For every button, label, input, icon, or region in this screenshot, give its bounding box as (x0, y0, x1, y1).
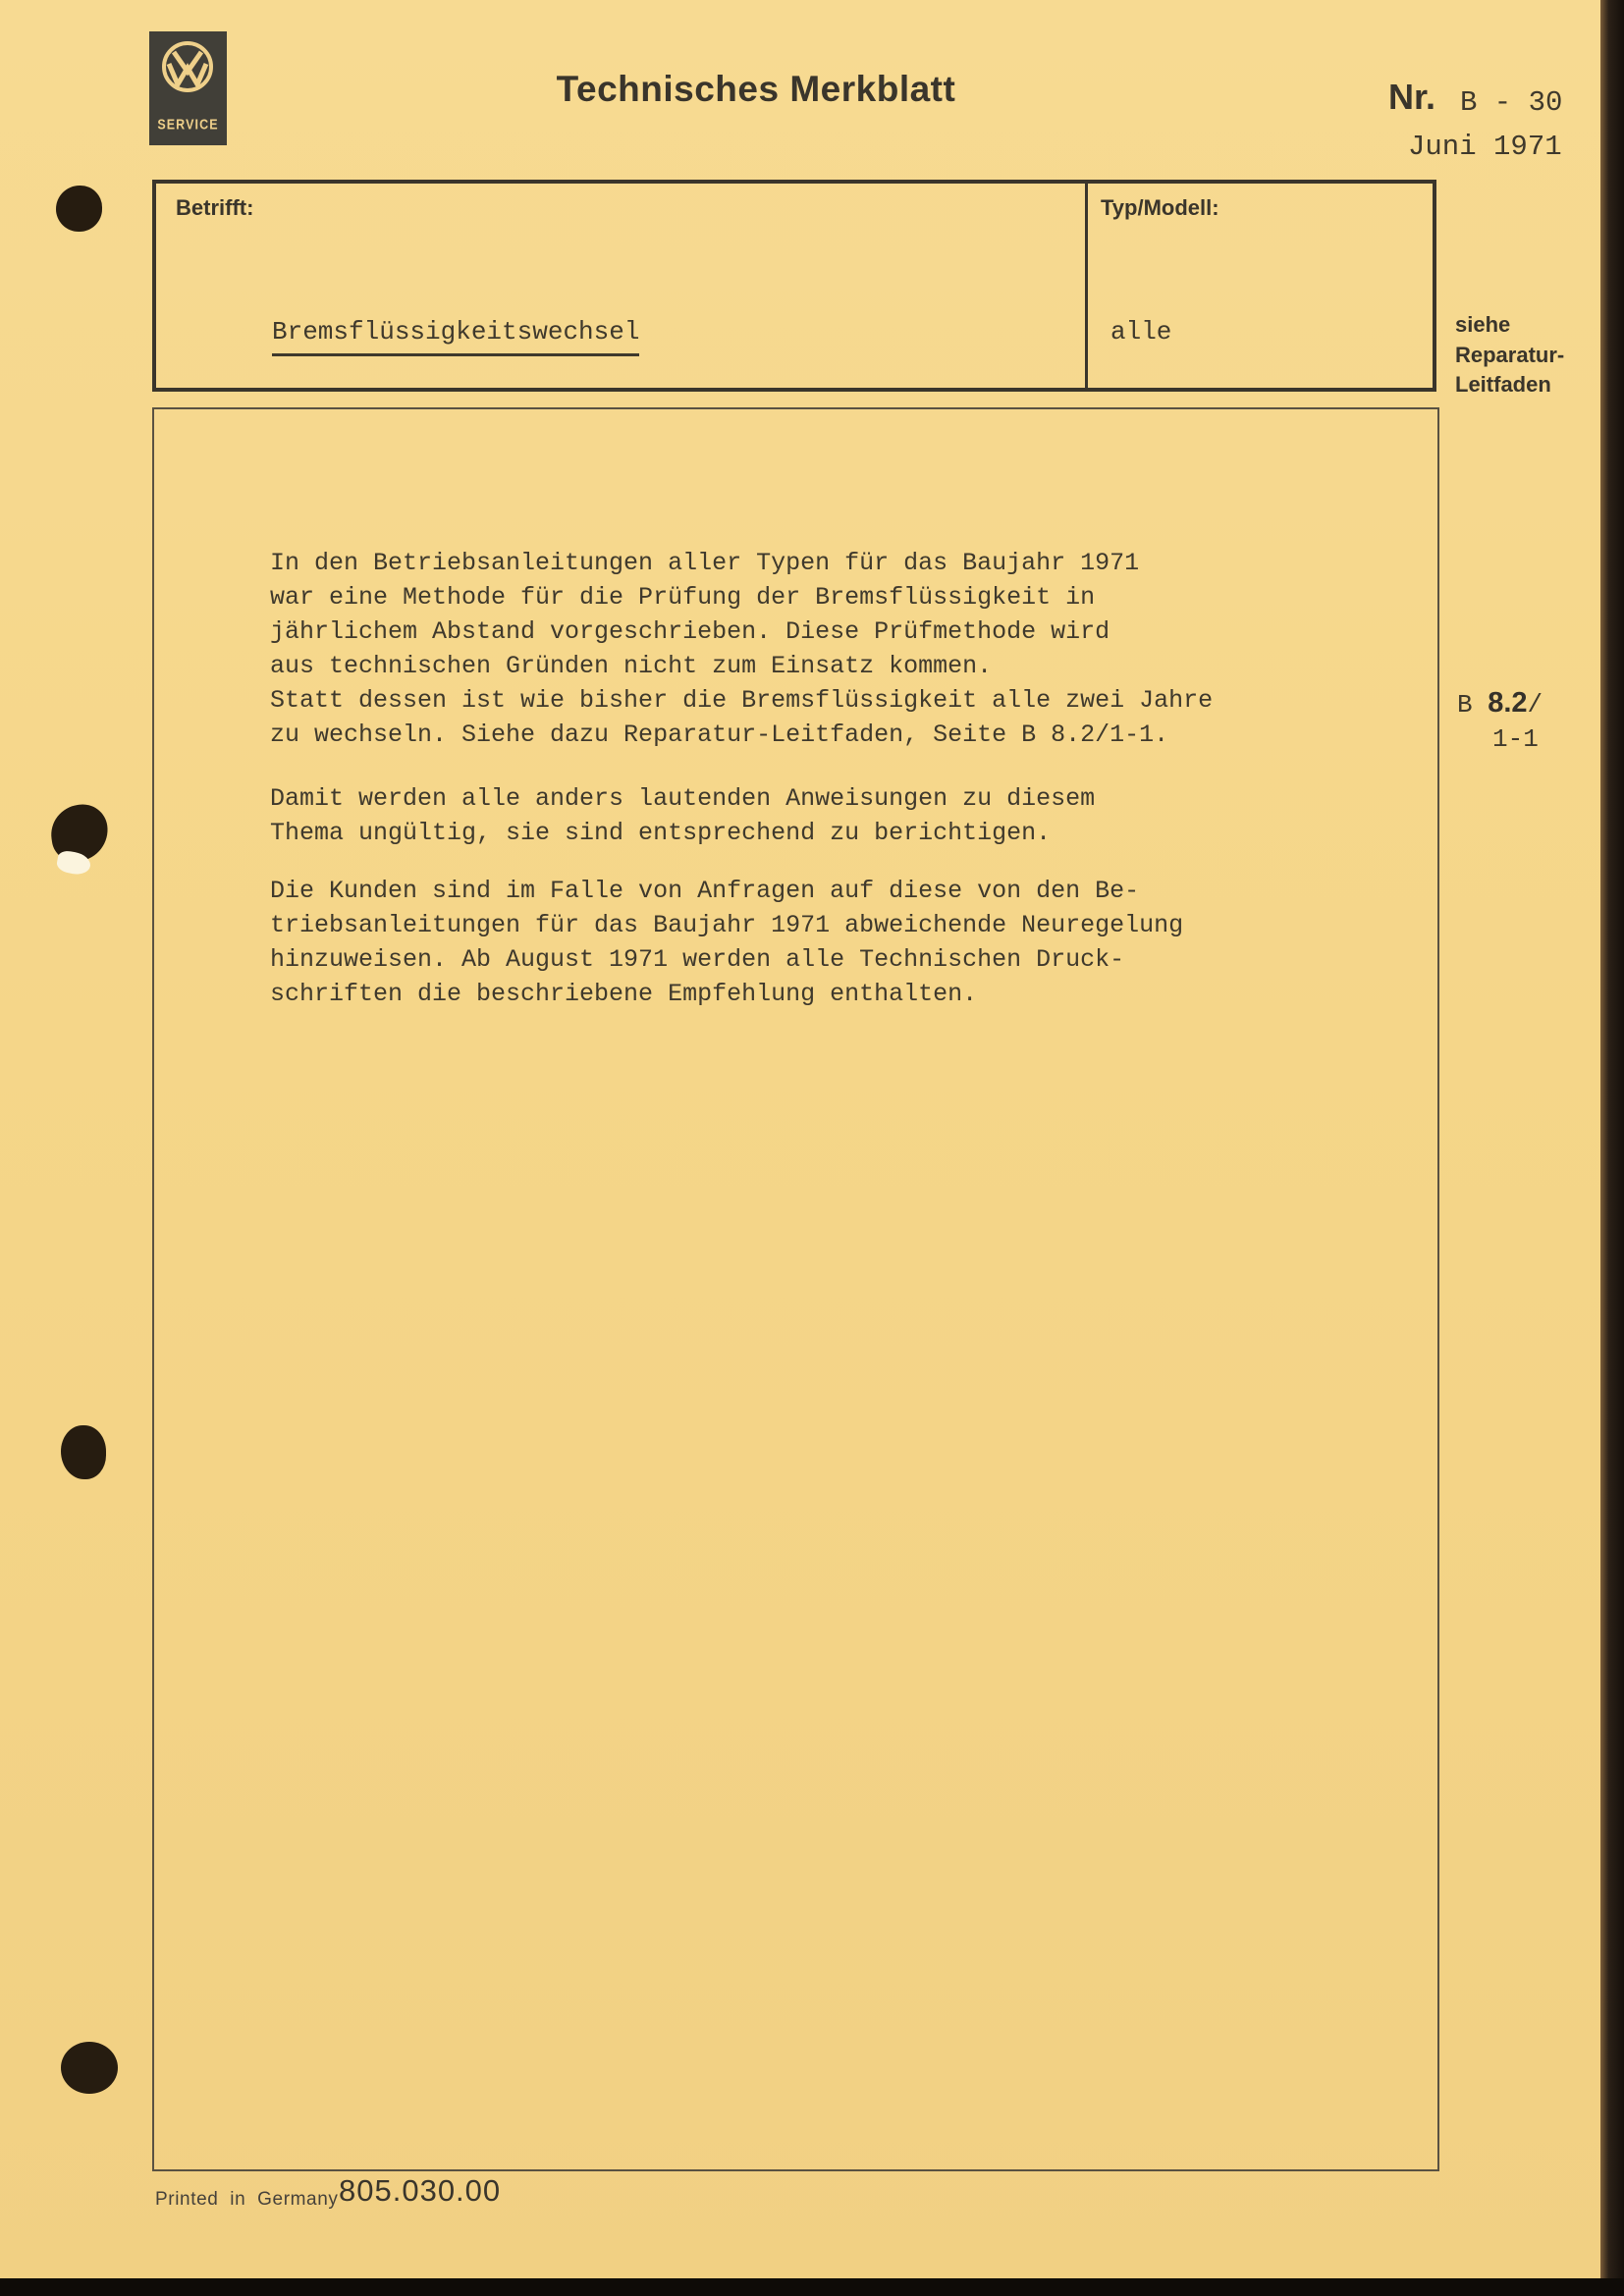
side-note-line: Leitfaden (1455, 372, 1551, 397)
body-line: schriften die beschriebene Empfehlung enthalten. (270, 980, 978, 1008)
punch-hole (61, 2042, 118, 2094)
punch-hole-torn (47, 801, 111, 865)
margin-reference (1457, 687, 1543, 754)
vw-service-logo (149, 31, 227, 145)
body-line: hinzuweisen. Ab August 1971 werden alle Technischen Druck- (270, 945, 1125, 974)
scan-edge-right (1600, 0, 1624, 2296)
paragraph (270, 546, 1281, 752)
body-line: Statt dessen ist wie bisher die Bremsflüssigkeit alle zwei Jahre (270, 686, 1214, 715)
body-line: In den Betriebsanleitungen aller Typen für das Baujahr 1971 (270, 549, 1140, 577)
body-line: Die Kunden sind im Falle von Anfragen auf diese von den Be- (270, 877, 1140, 905)
body-line: aus technischen Gründen nicht zum Einsatz kommen. (270, 652, 993, 680)
body-line: triebsanleitungen für das Baujahr 1971 abweichende Neuregelung (270, 911, 1184, 939)
margin-ref-number: 8.2 (1488, 687, 1528, 719)
side-note-line: siehe (1455, 312, 1511, 337)
side-note-line: Reparatur- (1455, 342, 1565, 367)
body-line: jährlichem Abstand vorgeschrieben. Diese Prüfmethode wird (270, 617, 1110, 646)
typ-modell-value: alle (1110, 317, 1172, 347)
service-label: SERVICE (157, 116, 219, 133)
table-column-divider (1085, 184, 1088, 388)
body-text (270, 546, 1281, 1011)
margin-reference-line1 (1457, 687, 1543, 720)
margin-reference-line2: 1-1 (1492, 724, 1539, 754)
punch-hole-torn (61, 1425, 106, 1479)
side-note (1455, 310, 1564, 400)
betrifft-label: Betrifft: (176, 195, 254, 220)
body-line: war eine Methode für die Prüfung der Bremsflüssigkeit in (270, 583, 1096, 612)
margin-ref-prefix: B (1457, 690, 1489, 720)
printed-in-germany-label: Printed in Germany (155, 2189, 339, 2210)
betrifft-value: Bremsflüssigkeitswechsel (272, 317, 639, 356)
typ-modell-label: Typ/Modell: (1101, 195, 1219, 220)
doc-date: Juni 1971 (1408, 131, 1562, 163)
footer-part-number: 805.030.00 (339, 2173, 502, 2208)
doc-number-label: Nr. (1388, 77, 1436, 117)
margin-ref-suffix: / (1527, 690, 1543, 720)
page-title: Technisches Merkblatt (556, 69, 956, 109)
paragraph (270, 874, 1281, 1011)
header-table (152, 180, 1436, 392)
punch-hole (56, 186, 102, 232)
doc-number-value: B - 30 (1460, 86, 1563, 119)
paragraph (270, 781, 1281, 850)
body-line: zu wechseln. Siehe dazu Reparatur-Leitfaden, Seite B 8.2/1-1. (270, 721, 1169, 749)
vw-roundel-icon (160, 39, 215, 94)
body-line: Damit werden alle anders lautenden Anweisungen zu diesem (270, 784, 1096, 813)
scan-edge-bottom (0, 2278, 1624, 2296)
body-line: Thema ungültig, sie sind entsprechend zu berichtigen. (270, 819, 1052, 847)
